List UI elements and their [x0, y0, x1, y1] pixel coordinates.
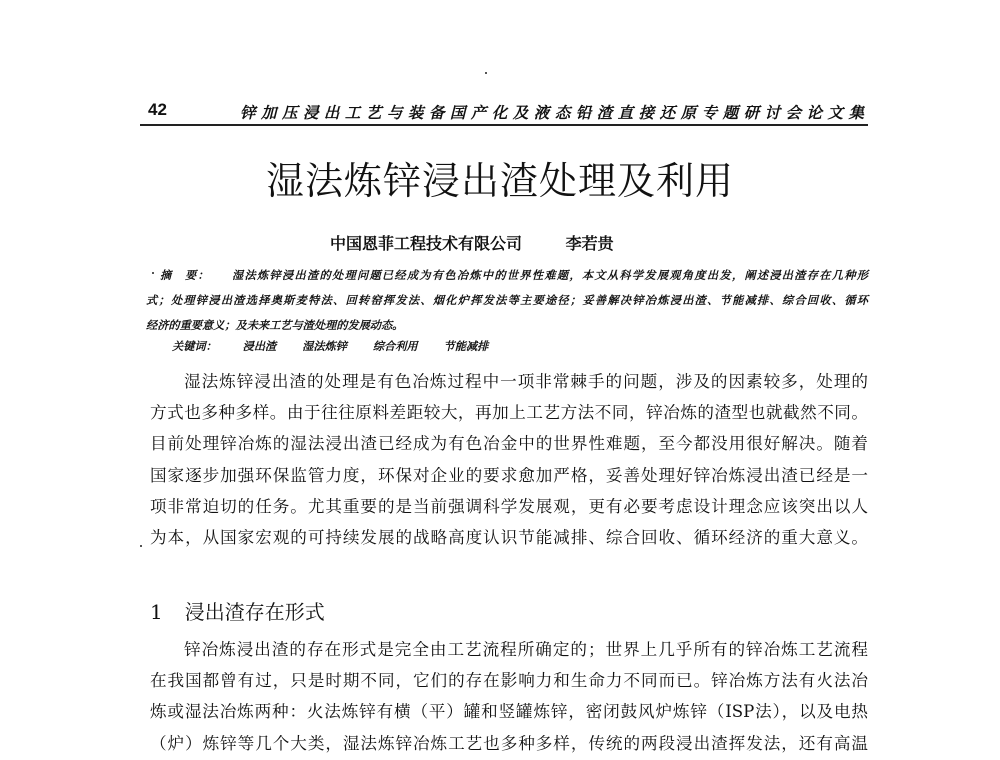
keyword: 节能减排 [443, 339, 489, 353]
scan-speck [152, 272, 154, 274]
keywords [172, 338, 500, 354]
abstract-line: 摘 要： 湿法炼锌浸出渣的处理问题已经成为有色冶炼中的世界性难题，本文从科学发展观角度出发，阐述浸出渣存在几种形 [160, 268, 868, 282]
intro-paragraph [150, 366, 868, 553]
author-name: 李若贵 [565, 234, 614, 253]
text-line: 锌冶炼浸出渣的存在形式是完全由工艺流程所确定的；世界上几乎所有的锌冶炼工艺流程 [184, 640, 868, 659]
running-header: 锌加压浸出工艺与装备国产化及液态铅渣直接还原专题研讨会论文集 [240, 103, 865, 122]
abstract-line: 经济的重要意义；及未来工艺与渣处理的发展动态。 [146, 318, 404, 332]
paper-title: 湿法炼锌浸出渣处理及利用 [265, 159, 734, 203]
section1-paragraph [150, 634, 868, 759]
author-affiliation: 中国恩菲工程技术有限公司 [330, 234, 523, 253]
abstract [146, 263, 868, 338]
abstract-line: 式；处理锌浸出渣选择奥斯麦特法、回转窑挥发法、烟化炉挥发法等主要途径；妥善解决锌冶炼浸出渣、节能减排、综合回收、循环 [146, 293, 868, 307]
section-number: 1 [150, 600, 163, 624]
keyword: 湿法炼锌 [302, 339, 347, 353]
keyword: 综合利用 [372, 339, 418, 353]
scan-speck [485, 72, 487, 74]
text-line: 目前处理锌冶炼的湿法浸出渣已经成为有色冶金中的世界性难题，至今都没用很好解决。随着 [150, 434, 868, 454]
header-rule [140, 124, 868, 126]
author-line [330, 231, 652, 254]
keywords-label: 关键词： [172, 339, 217, 353]
text-line: 方式也多种多样。由于往往原料差距较大，再加上工艺方法不同，锌冶炼的渣型也就截然不同。 [150, 403, 868, 423]
page-number: 42 [148, 100, 167, 119]
text-line: 在我国都曾有过，只是时期不同，它们的存在影响力和生命力不同而已。锌冶炼方法有火法冶 [150, 671, 868, 691]
text-line: 炼或湿法冶炼两种：火法炼锌有横（平）罐和竖罐炼锌，密闭鼓风炉炼锌（ISP法），以及电热 [150, 702, 868, 722]
text-line: 湿法炼锌浸出渣的处理是有色冶炼过程中一项非常棘手的问题，涉及的因素较多，处理的 [184, 372, 868, 391]
text-line: 国家逐步加强环保监管力度，环保对企业的要求愈加严格，妥善处理好锌冶炼浸出渣已经是一 [150, 465, 868, 485]
section-heading [150, 596, 325, 625]
abstract-label: 摘 要： [160, 268, 210, 282]
text-line: 为本，从国家宏观的可持续发展的战略高度认识节能减排、综合回收、循环经济的重大意义。 [150, 528, 868, 548]
text-line: （炉）炼锌等几个大类，湿法炼锌冶炼工艺也多种多样，传统的两段浸出渣挥发法，还有高温 [150, 733, 868, 753]
scan-speck [140, 545, 142, 547]
keyword: 浸出渣 [242, 339, 277, 353]
text-line: 项非常迫切的任务。尤其重要的是当前强调科学发展观，更有必要考虑设计理念应该突出以人 [150, 496, 868, 516]
section-title: 浸出渣存在形式 [184, 600, 325, 624]
